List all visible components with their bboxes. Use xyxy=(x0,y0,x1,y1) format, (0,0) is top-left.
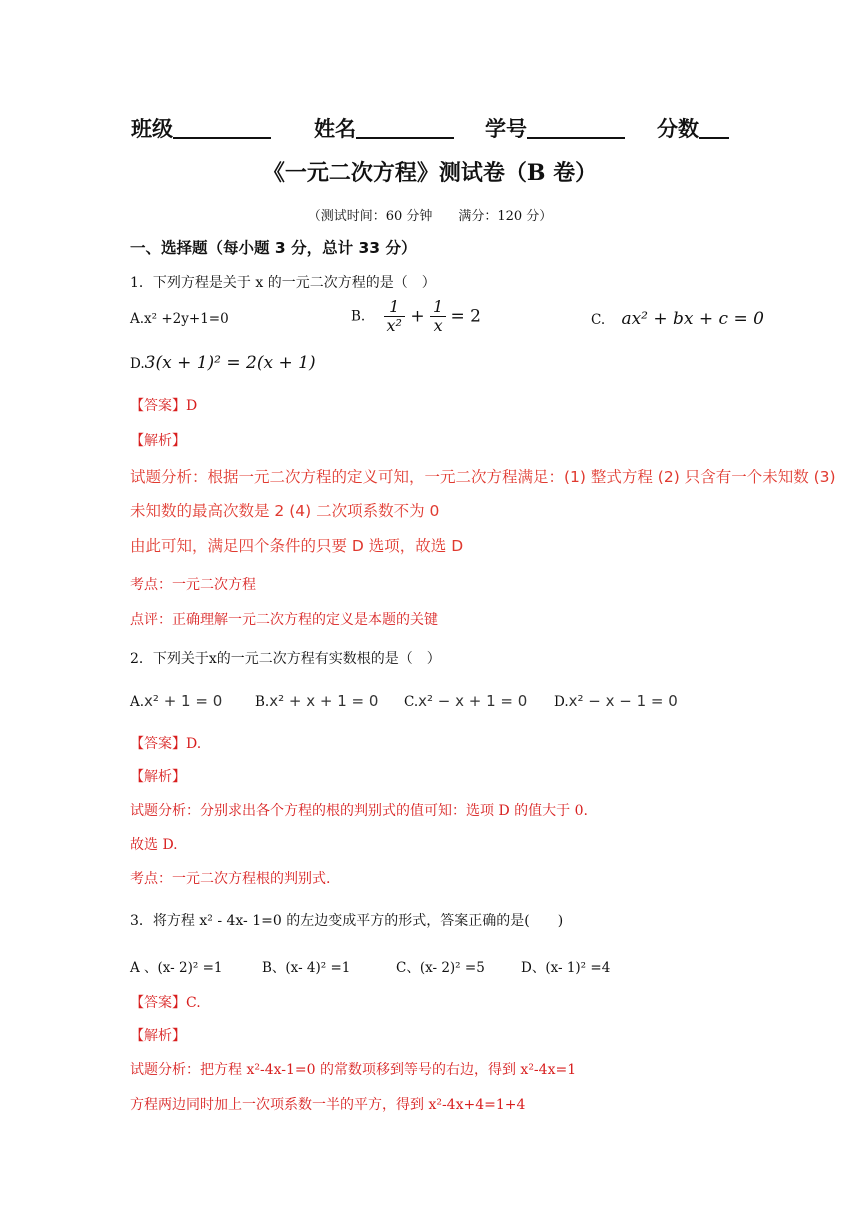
score-field xyxy=(657,113,729,143)
q3-analysis-line-2: 方程两边同时加上一次项系数一半的平方，得到 x²-4x+4=1+4 xyxy=(130,1097,526,1113)
q1-d-expr: 3(x + 1)² = 2(x + 1) xyxy=(144,353,316,373)
q2-option-b xyxy=(255,692,378,710)
q1-analysis-line-2: 未知数的最高次数是 2 (4) 二次项系数不为 0 xyxy=(130,502,440,520)
q2-c-prefix: C. xyxy=(404,694,419,710)
class-blank[interactable] xyxy=(173,117,271,139)
q1-a-prefix: A. xyxy=(130,311,145,327)
student-id-label: 学号 xyxy=(485,117,527,141)
page-title: 《一元二次方程》测试卷（B 卷） xyxy=(262,160,598,186)
q1-analysis-line-1: 试题分析：根据一元二次方程的定义可知，一元二次方程满足：(1) 整式方程 (2) 只含有一个未知数 (3) xyxy=(130,468,836,486)
q3-answer: 【答案】C. xyxy=(130,995,201,1011)
q2-a-prefix: A. xyxy=(130,694,145,710)
q2-option-a xyxy=(130,692,222,710)
exam-info: （测试时间：60 分钟 满分：120 分） xyxy=(307,209,553,224)
student-id-field xyxy=(485,113,625,143)
q1-analysis-label: 【解析】 xyxy=(130,433,186,449)
q1-b-fraction-1: $\frac{1}{\text{x²}}$ xyxy=(384,298,405,335)
q1-analysis-line-3: 由此可知，满足四个条件的只要 D 选项，故选 D xyxy=(130,537,464,555)
q2-analysis-line-1: 试题分析：分别求出各个方程的根的判别式的值可知：选项 D 的值大于 0. xyxy=(130,803,588,819)
q1-b-rest: = 2 xyxy=(450,306,481,327)
q2-answer: 【答案】D. xyxy=(130,736,202,752)
q2-option-c xyxy=(404,692,527,710)
q3-option-a: A 、(x- 2)² =1 xyxy=(130,960,223,976)
q1-stem: 1．下列方程是关于 x 的一元二次方程的是（ ） xyxy=(130,275,436,291)
q2-b-expr: x² + x + 1 = 0 xyxy=(269,692,379,710)
q3-option-d: D、(x- 1)² =4 xyxy=(521,960,611,976)
class-field xyxy=(131,113,271,143)
score-label: 分数 xyxy=(657,117,699,141)
q1-d-prefix: D. xyxy=(130,356,145,372)
q2-a-expr: x² + 1 = 0 xyxy=(144,692,223,710)
score-blank[interactable] xyxy=(699,117,729,139)
name-label: 姓名 xyxy=(314,117,356,141)
q2-analysis-label: 【解析】 xyxy=(130,769,186,785)
q1-option-b: B. $\frac{1}{\text{x²}}$ + $\frac{1}{x}$ = 2 xyxy=(351,297,481,335)
q1-a-text: x² +2y+1=0 xyxy=(144,311,229,327)
q3-option-c: C、(x- 2)² =5 xyxy=(396,960,485,976)
q1-option-a xyxy=(130,311,229,327)
section-heading: 一、选择题（每小题 3 分，总计 33 分） xyxy=(130,239,417,257)
q1-b-prefix: B. xyxy=(351,308,366,325)
q1-option-d xyxy=(130,353,316,373)
q2-b-prefix: B. xyxy=(255,694,270,710)
q2-stem: 2．下列关于x的一元二次方程有实数根的是（ ） xyxy=(130,651,441,667)
name-blank[interactable] xyxy=(356,117,454,139)
q1-b-fraction-2: $\frac{1}{x}$ xyxy=(430,298,446,335)
q2-option-d xyxy=(554,692,678,710)
q3-option-b: B、(x- 4)² =1 xyxy=(262,960,351,976)
name-field xyxy=(314,113,454,143)
q2-d-prefix: D. xyxy=(554,694,569,710)
q2-d-expr: x² − x − 1 = 0 xyxy=(568,692,678,710)
q1-answer: 【答案】D xyxy=(130,398,198,414)
q1-kaodian: 考点：一元二次方程 xyxy=(130,577,256,593)
q2-analysis-line-2: 故选 D. xyxy=(130,837,178,853)
q2-kaodian: 考点：一元二次方程根的判别式. xyxy=(130,871,331,887)
q1-option-c xyxy=(591,309,764,329)
q2-c-expr: x² − x + 1 = 0 xyxy=(418,692,528,710)
student-id-blank[interactable] xyxy=(527,117,625,139)
q3-stem: 3．将方程 x² - 4x- 1=0 的左边变成平方的形式，答案正确的是( ) xyxy=(130,913,564,929)
q1-dianping: 点评：正确理解一元二次方程的定义是本题的关键 xyxy=(130,612,438,628)
q3-analysis-line-1: 试题分析：把方程 x²-4x-1=0 的常数项移到等号的右边，得到 x²-4x=1 xyxy=(130,1062,577,1078)
q3-analysis-label: 【解析】 xyxy=(130,1028,186,1044)
q1-c-expr: ax² + bx + c = 0 xyxy=(621,309,764,329)
q1-c-prefix: C. xyxy=(591,312,606,328)
class-label: 班级 xyxy=(131,117,173,141)
